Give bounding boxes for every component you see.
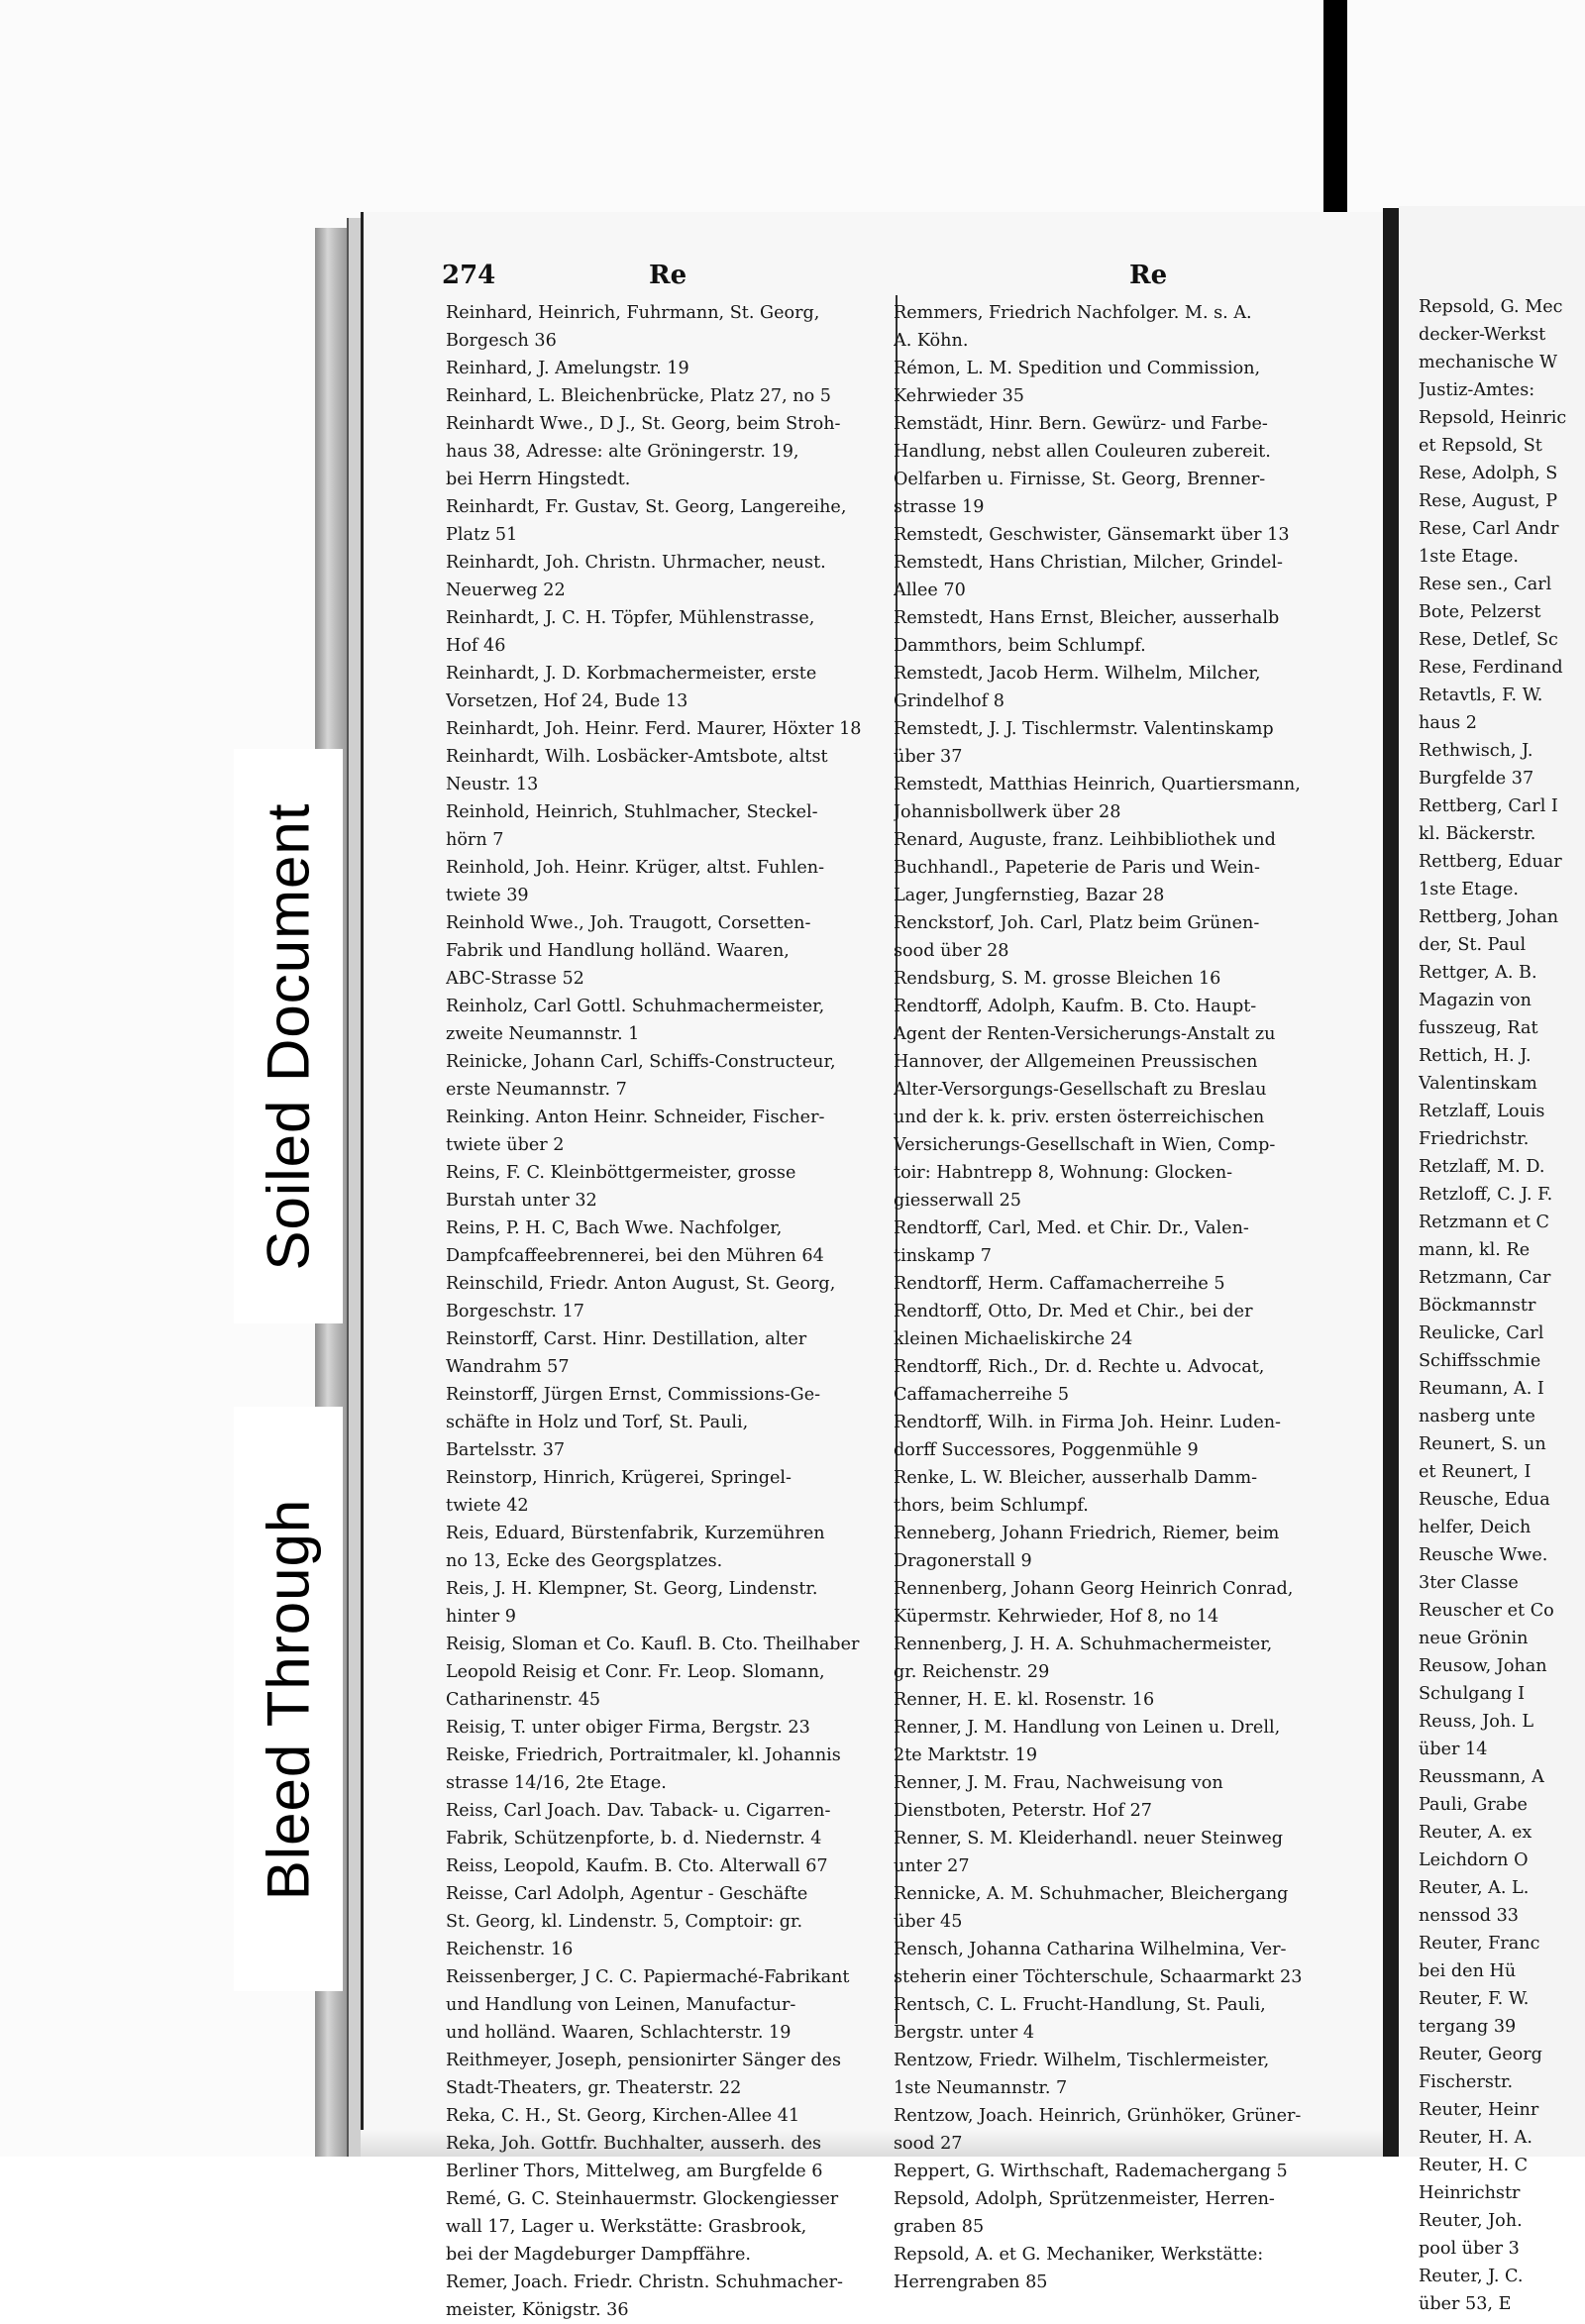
- directory-line: Rentzow, Joach. Heinrich, Grünhöker, Grüner-: [894, 2106, 1302, 2126]
- directory-line: Fischerstr.: [1419, 2072, 1514, 2092]
- directory-line: Reinhold, Heinrich, Stuhlmacher, Steckel-: [446, 802, 818, 822]
- directory-line: twiete 39: [446, 886, 529, 905]
- directory-line: Reis, J. H. Klempner, St. Georg, Lindenstr.: [446, 1579, 818, 1599]
- directory-line: Renner, H. E. kl. Rosenstr. 16: [894, 1690, 1155, 1710]
- directory-line: Remstedt, Hans Christian, Milcher, Grindel-: [894, 553, 1283, 573]
- directory-line: Kehrwieder 35: [894, 386, 1024, 406]
- left-column: [446, 299, 890, 2324]
- directory-line: Valentinskam: [1419, 1074, 1537, 1094]
- directory-line: Rettger, A. B.: [1419, 963, 1537, 983]
- directory-line: Pauli, Grabe: [1419, 1795, 1528, 1815]
- directory-line: tergang 39: [1419, 2017, 1517, 2037]
- bleed-through-label: Bleed Through: [234, 1407, 343, 1991]
- directory-line: Reinhold Wwe., Joh. Traugott, Corsetten-: [446, 913, 811, 933]
- directory-line: Böckmannstr: [1419, 1296, 1536, 1316]
- directory-line: Buchhandl., Papeterie de Paris und Wein-: [894, 858, 1260, 878]
- directory-line: Johannisbollwerk über 28: [894, 802, 1121, 822]
- directory-line: Dammthors, beim Schlumpf.: [894, 636, 1146, 656]
- directory-line: Reuter, H. C: [1419, 2156, 1529, 2175]
- directory-line: bei der Magdeburger Dampffähre.: [446, 2245, 751, 2265]
- directory-line: Handlung, nebst allen Couleuren zubereit.: [894, 442, 1271, 462]
- directory-line: Reinstorp, Hinrich, Krügerei, Springel-: [446, 1468, 792, 1488]
- directory-line: Rettberg, Johan: [1419, 907, 1559, 927]
- directory-line: Reuter, Franc: [1419, 1934, 1540, 1954]
- directory-line: Heinrichstr: [1419, 2183, 1521, 2203]
- directory-line: Reiss, Carl Joach. Dav. Taback- u. Cigarren-: [446, 1801, 831, 1821]
- directory-line: Remstedt, J. J. Tischlermstr. Valentinskamp: [894, 719, 1274, 739]
- directory-line: Reisig, Sloman et Co. Kaufl. B. Cto. Theilhaber: [446, 1635, 860, 1654]
- directory-line: mann, kl. Re: [1419, 1240, 1531, 1260]
- directory-line: Reichenstr. 16: [446, 1940, 574, 1959]
- directory-line: Rentzow, Friedr. Wilhelm, Tischlermeister,: [894, 2051, 1270, 2070]
- directory-line: Rese, Carl Andr: [1419, 519, 1559, 539]
- directory-line: Dampfcaffeebrennerei, bei den Mühren 64: [446, 1246, 824, 1266]
- directory-line: Fabrik und Handlung holländ. Waaren,: [446, 941, 790, 961]
- directory-line: Borgeschstr. 17: [446, 1302, 584, 1321]
- directory-line: Reithmeyer, Joseph, pensionirter Sänger des: [446, 2051, 842, 2070]
- directory-line: Rendtorff, Adolph, Kaufm. B. Cto. Haupt-: [894, 997, 1257, 1016]
- directory-line: Reuter, Georg: [1419, 2045, 1542, 2064]
- directory-line: tinskamp 7: [894, 1246, 992, 1266]
- directory-line: Reis, Eduard, Bürstenfabrik, Kurzemühren: [446, 1524, 825, 1543]
- directory-line: und der k. k. priv. ersten österreichischen: [894, 1108, 1265, 1127]
- directory-line: erste Neumannstr. 7: [446, 1080, 627, 1100]
- directory-line: Wandrahm 57: [446, 1357, 570, 1377]
- directory-line: graben 85: [894, 2217, 985, 2237]
- directory-line: Reulicke, Carl: [1419, 1323, 1544, 1343]
- directory-line: Reinstorff, Jürgen Ernst, Commissions-Ge-: [446, 1385, 821, 1405]
- soiled-document-label: Soiled Document: [234, 749, 343, 1323]
- directory-line: Reppert, G. Wirthschaft, Rademachergang 5: [894, 2162, 1288, 2181]
- directory-line: Leichdorn O: [1419, 1850, 1529, 1870]
- directory-line: Bote, Pelzerst: [1419, 602, 1541, 622]
- directory-line: Grindelhof 8: [894, 691, 1004, 711]
- directory-line: Alter-Versorgungs-Gesellschaft zu Breslau: [894, 1080, 1267, 1100]
- middle-column: [894, 299, 1341, 2296]
- directory-line: Reka, Joh. Gottfr. Buchhalter, ausserh. des: [446, 2134, 822, 2154]
- directory-line: Dienstboten, Peterstr. Hof 27: [894, 1801, 1152, 1821]
- directory-line: Allee 70: [894, 581, 966, 600]
- directory-line: fusszeug, Rat: [1419, 1018, 1538, 1038]
- directory-line: Rendtorff, Rich., Dr. d. Rechte u. Advocat,: [894, 1357, 1265, 1377]
- directory-line: Rese, Ferdinand: [1419, 658, 1563, 678]
- directory-line: Renke, L. W. Bleicher, ausserhalb Damm-: [894, 1468, 1258, 1488]
- directory-line: Reuter, Joh.: [1419, 2211, 1523, 2231]
- directory-line: Burgfelde 37: [1419, 769, 1534, 789]
- directory-line: Reinhardt, J. D. Korbmachermeister, erste: [446, 664, 817, 684]
- directory-line: 3ter Classe: [1419, 1573, 1519, 1593]
- directory-line: Reussmann, A: [1419, 1767, 1544, 1787]
- directory-line: Reinschild, Friedr. Anton August, St. Georg,: [446, 1274, 836, 1294]
- directory-line: gr. Reichenstr. 29: [894, 1662, 1050, 1682]
- directory-line: Remer, Joach. Friedr. Christn. Schuhmacher-: [446, 2272, 843, 2292]
- right-running-head: Re: [1129, 261, 1168, 290]
- directory-line: Reuter, Heinr: [1419, 2100, 1539, 2120]
- directory-line: Repsold, Adolph, Sprützenmeister, Herren-: [894, 2189, 1275, 2209]
- directory-line: strasse 14/16, 2te Etage.: [446, 1773, 667, 1793]
- directory-line: kl. Bäckerstr.: [1419, 824, 1536, 844]
- directory-line: Rennenberg, Johann Georg Heinrich Conrad,: [894, 1579, 1294, 1599]
- directory-line: hörn 7: [446, 830, 504, 850]
- directory-line: Remmers, Friedrich Nachfolger. M. s. A.: [894, 303, 1252, 323]
- directory-line: thors, beim Schlumpf.: [894, 1496, 1089, 1516]
- directory-line: Retavtls, F. W.: [1419, 686, 1543, 705]
- directory-line: Neustr. 13: [446, 775, 539, 794]
- directory-line: Rese sen., Carl: [1419, 575, 1552, 594]
- directory-line: Burstah unter 32: [446, 1191, 597, 1211]
- directory-line: Rettich, H. J.: [1419, 1046, 1532, 1066]
- directory-line: Reinicke, Johann Carl, Schiffs-Constructeur,: [446, 1052, 836, 1072]
- directory-line: Catharinenstr. 45: [446, 1690, 601, 1710]
- directory-line: Remstedt, Jacob Herm. Wilhelm, Milcher,: [894, 664, 1261, 684]
- directory-line: Reinhard, L. Bleichenbrücke, Platz 27, no 5: [446, 386, 831, 406]
- directory-line: schäfte in Holz und Torf, St. Pauli,: [446, 1413, 749, 1432]
- directory-line: bei Herrn Hingstedt.: [446, 470, 631, 489]
- directory-line: A. Köhn.: [894, 331, 969, 351]
- directory-line: Leopold Reisig et Conr. Fr. Leop. Slomann,: [446, 1662, 825, 1682]
- directory-line: Schiffsschmie: [1419, 1351, 1541, 1371]
- directory-line: Reisse, Carl Adolph, Agentur - Geschäfte: [446, 1884, 808, 1904]
- directory-line: Reinstorff, Carst. Hinr. Destillation, alter: [446, 1329, 807, 1349]
- directory-line: St. Georg, kl. Lindenstr. 5, Comptoir: gr.: [446, 1912, 803, 1932]
- directory-line: Friedrichstr.: [1419, 1129, 1530, 1149]
- directory-line: Stadt-Theaters, gr. Theaterstr. 22: [446, 2078, 742, 2098]
- directory-line: Rethwisch, J.: [1419, 741, 1533, 761]
- directory-line: bei den Hü: [1419, 1961, 1517, 1981]
- directory-line: Retzloff, C. J. F.: [1419, 1185, 1553, 1205]
- directory-line: steherin einer Töchterschule, Schaarmarkt 23: [894, 1967, 1303, 1987]
- directory-line: Renner, S. M. Kleiderhandl. neuer Steinweg: [894, 1829, 1284, 1849]
- directory-line: Rennicke, A. M. Schuhmacher, Bleichergang: [894, 1884, 1289, 1904]
- directory-line: Reka, C. H., St. Georg, Kirchen-Allee 41: [446, 2106, 800, 2126]
- directory-line: Reinholz, Carl Gottl. Schuhmachermeister,: [446, 997, 825, 1016]
- directory-line: Reins, F. C. Kleinböttgermeister, grosse: [446, 1163, 796, 1183]
- directory-line: Rese, Adolph, S: [1419, 464, 1558, 483]
- directory-line: Rendsburg, S. M. grosse Bleichen 16: [894, 969, 1221, 989]
- directory-line: Versicherungs-Gesellschaft in Wien, Comp-: [894, 1135, 1276, 1155]
- directory-line: Rese, August, P: [1419, 491, 1558, 511]
- directory-line: Renckstorf, Joh. Carl, Platz beim Grünen-: [894, 913, 1260, 933]
- directory-line: Reinhardt, Joh. Christn. Uhrmacher, neust.: [446, 553, 826, 573]
- directory-line: Reuss, Joh. L: [1419, 1712, 1534, 1732]
- directory-line: Küpermstr. Kehrwieder, Hof 8, no 14: [894, 1607, 1219, 1627]
- directory-line: Remé, G. C. Steinhauermstr. Glockengiesser: [446, 2189, 839, 2209]
- directory-line: Reisig, T. unter obiger Firma, Bergstr. 23: [446, 1718, 810, 1738]
- directory-line: Renard, Auguste, franz. Leihbibliothek und: [894, 830, 1276, 850]
- directory-line: Reunert, S. un: [1419, 1434, 1546, 1454]
- directory-line: Rémon, L. M. Spedition und Commission,: [894, 359, 1261, 378]
- directory-line: Rendtorff, Wilh. in Firma Joh. Heinr. Luden-: [894, 1413, 1281, 1432]
- directory-line: sood 27: [894, 2134, 963, 2154]
- directory-line: zweite Neumannstr. 1: [446, 1024, 640, 1044]
- directory-line: Repsold, A. et G. Mechaniker, Werkstätte:: [894, 2245, 1264, 2265]
- directory-line: Renneberg, Johann Friedrich, Riemer, beim: [894, 1524, 1280, 1543]
- directory-line: nenssod 33: [1419, 1906, 1519, 1926]
- directory-line: giesserwall 25: [894, 1191, 1021, 1211]
- directory-line: Reuter, A. ex: [1419, 1823, 1532, 1843]
- directory-line: der, St. Paul: [1419, 935, 1527, 955]
- directory-line: Reumann, A. I: [1419, 1379, 1544, 1399]
- directory-line: über 45: [894, 1912, 963, 1932]
- directory-line: Remstedt, Matthias Heinrich, Quartiersmann,: [894, 775, 1301, 794]
- directory-line: kleinen Michaeliskirche 24: [894, 1329, 1133, 1349]
- directory-line: et Repsold, St: [1419, 436, 1542, 456]
- directory-line: ABC-Strasse 52: [446, 969, 584, 989]
- directory-line: mechanische W: [1419, 353, 1558, 372]
- directory-line: Hof 46: [446, 636, 506, 656]
- directory-line: Remstedt, Hans Ernst, Bleicher, ausserhalb: [894, 608, 1280, 628]
- directory-line: Reinhardt, Joh. Heinr. Ferd. Maurer, Höxter 18: [446, 719, 862, 739]
- directory-line: hinter 9: [446, 1607, 516, 1627]
- directory-line: Rensch, Johanna Catharina Wilhelmina, Ver-: [894, 1940, 1287, 1959]
- directory-line: Bartelsstr. 37: [446, 1440, 566, 1460]
- directory-line: Reissenberger, J C. C. Papiermaché-Fabrikant: [446, 1967, 850, 1987]
- directory-line: dorff Successores, Poggenmühle 9: [894, 1440, 1199, 1460]
- directory-line: Lager, Jungfernstieg, Bazar 28: [894, 886, 1165, 905]
- directory-line: Reusche, Edua: [1419, 1490, 1550, 1510]
- directory-line: no 13, Ecke des Georgsplatzes.: [446, 1551, 723, 1571]
- directory-line: Reinhardt, J. C. H. Töpfer, Mühlenstrasse,: [446, 608, 815, 628]
- directory-line: nasberg unte: [1419, 1407, 1535, 1426]
- directory-line: helfer, Deich: [1419, 1518, 1532, 1537]
- directory-line: haus 2: [1419, 713, 1477, 733]
- directory-line: Retzmann, Car: [1419, 1268, 1551, 1288]
- directory-line: 2te Marktstr. 19: [894, 1745, 1038, 1765]
- directory-line: Reinhardt, Wilh. Losbäcker-Amtsbote, altst: [446, 747, 828, 767]
- directory-line: twiete 42: [446, 1496, 529, 1516]
- directory-line: Rendtorff, Herm. Caffamacherreihe 5: [894, 1274, 1225, 1294]
- directory-line: Reuter, F. W.: [1419, 1989, 1530, 2009]
- directory-line: Renner, J. M. Handlung von Leinen u. Drell,: [894, 1718, 1281, 1738]
- directory-line: Reinking. Anton Heinr. Schneider, Fischer-: [446, 1108, 825, 1127]
- directory-line: Neuerweg 22: [446, 581, 566, 600]
- directory-line: über 53, E: [1419, 2294, 1512, 2314]
- directory-line: Retzlaff, M. D.: [1419, 1157, 1545, 1177]
- directory-line: twiete über 2: [446, 1135, 565, 1155]
- directory-line: Retzmann et C: [1419, 1213, 1549, 1232]
- directory-line: Reinhard, J. Amelungstr. 19: [446, 359, 689, 378]
- directory-line: Reinhold, Joh. Heinr. Krüger, altst. Fuhlen-: [446, 858, 825, 878]
- directory-line: meister, Königstr. 36: [446, 2300, 629, 2320]
- directory-line: unter 27: [894, 1856, 970, 1876]
- directory-line: toir: Habntrepp 8, Wohnung: Glocken-: [894, 1163, 1233, 1183]
- directory-line: Rendtorff, Otto, Dr. Med et Chir., bei der: [894, 1302, 1253, 1321]
- directory-line: Reins, P. H. C, Bach Wwe. Nachfolger,: [446, 1218, 783, 1238]
- directory-line: Dragonerstall 9: [894, 1551, 1032, 1571]
- page-gutter: [1383, 208, 1399, 2157]
- directory-line: über 14: [1419, 1740, 1488, 1759]
- directory-line: Rennenberg, J. H. A. Schuhmachermeister,: [894, 1635, 1273, 1654]
- directory-line: wall 17, Lager u. Werkstätte: Grasbrook,: [446, 2217, 807, 2237]
- directory-line: Reinhardt Wwe., D J., St. Georg, beim Stroh-: [446, 414, 841, 434]
- directory-line: Platz 51: [446, 525, 518, 545]
- directory-line: Borgesch 36: [446, 331, 557, 351]
- directory-line: Reusow, Johan: [1419, 1656, 1547, 1676]
- directory-line: 1ste Etage.: [1419, 547, 1519, 567]
- directory-line: und Handlung von Leinen, Manufactur-: [446, 1995, 796, 2015]
- left-running-head: Re: [649, 261, 687, 290]
- directory-line: Repsold, G. Mec: [1419, 297, 1563, 317]
- directory-line: Caffamacherreihe 5: [894, 1385, 1070, 1405]
- page-number: 274: [442, 261, 496, 290]
- directory-line: Rentsch, C. L. Frucht-Handlung, St. Pauli,: [894, 1995, 1266, 2015]
- directory-line: et Reunert, I: [1419, 1462, 1532, 1482]
- directory-line: Bergstr. unter 4: [894, 2023, 1035, 2043]
- directory-line: Hannover, der Allgemeinen Preussischen: [894, 1052, 1258, 1072]
- directory-line: Reinhardt, Fr. Gustav, St. Georg, Langereihe,: [446, 497, 847, 517]
- directory-line: 1ste Etage.: [1419, 880, 1519, 899]
- directory-line: Rettberg, Carl I: [1419, 796, 1558, 816]
- directory-line: strasse 19: [894, 497, 985, 517]
- directory-line: Reuter, A. L.: [1419, 1878, 1530, 1898]
- directory-line: Justiz-Amtes:: [1419, 380, 1535, 400]
- directory-line: Magazin von: [1419, 991, 1532, 1010]
- directory-line: neue Grönin: [1419, 1629, 1529, 1648]
- directory-line: Agent der Renten-Versicherungs-Anstalt zu: [894, 1024, 1276, 1044]
- directory-line: Reusche Wwe.: [1419, 1545, 1548, 1565]
- directory-line: haus 38, Adresse: alte Gröningerstr. 19,: [446, 442, 799, 462]
- directory-line: decker-Werkst: [1419, 325, 1546, 345]
- directory-line: Remstedt, Geschwister, Gänsemarkt über 13: [894, 525, 1290, 545]
- directory-line: Renner, J. M. Frau, Nachweisung von: [894, 1773, 1223, 1793]
- directory-line: Reuter, H. A.: [1419, 2128, 1532, 2148]
- directory-line: Reinhard, Heinrich, Fuhrmann, St. Georg,: [446, 303, 820, 323]
- directory-line: Retzlaff, Louis: [1419, 1102, 1545, 1121]
- directory-line: 1ste Neumannstr. 7: [894, 2078, 1068, 2098]
- directory-line: Remstädt, Hinr. Bern. Gewürz- und Farbe-: [894, 414, 1268, 434]
- directory-line: über 37: [894, 747, 963, 767]
- directory-line: Rettberg, Eduar: [1419, 852, 1562, 872]
- directory-line: und holländ. Waaren, Schlachterstr. 19: [446, 2023, 792, 2043]
- directory-line: Fabrik, Schützenpforte, b. d. Niedernstr. 4: [446, 1829, 822, 1849]
- directory-line: pool über 3: [1419, 2239, 1520, 2259]
- directory-line: Reuscher et Co: [1419, 1601, 1554, 1621]
- directory-line: Rese, Detlef, Sc: [1419, 630, 1558, 650]
- directory-line: sood über 28: [894, 941, 1009, 961]
- directory-line: Herrengraben 85: [894, 2272, 1048, 2292]
- directory-line: Berliner Thors, Mittelweg, am Burgfelde 6: [446, 2162, 823, 2181]
- directory-line: Rendtorff, Carl, Med. et Chir. Dr., Valen-: [894, 1218, 1249, 1238]
- directory-line: Reiske, Friedrich, Portraitmaler, kl. Johannis: [446, 1745, 841, 1765]
- directory-line: Schulgang I: [1419, 1684, 1526, 1704]
- directory-line: Oelfarben u. Firnisse, St. Georg, Brenner-: [894, 470, 1266, 489]
- directory-line: Reiss, Leopold, Kaufm. B. Cto. Alterwall 67: [446, 1856, 828, 1876]
- right-column-partial: [1419, 293, 1585, 2318]
- directory-line: Vorsetzen, Hof 24, Bude 13: [446, 691, 688, 711]
- directory-line: Repsold, Heinric: [1419, 408, 1567, 428]
- directory-line: Reuter, J. C.: [1419, 2267, 1524, 2286]
